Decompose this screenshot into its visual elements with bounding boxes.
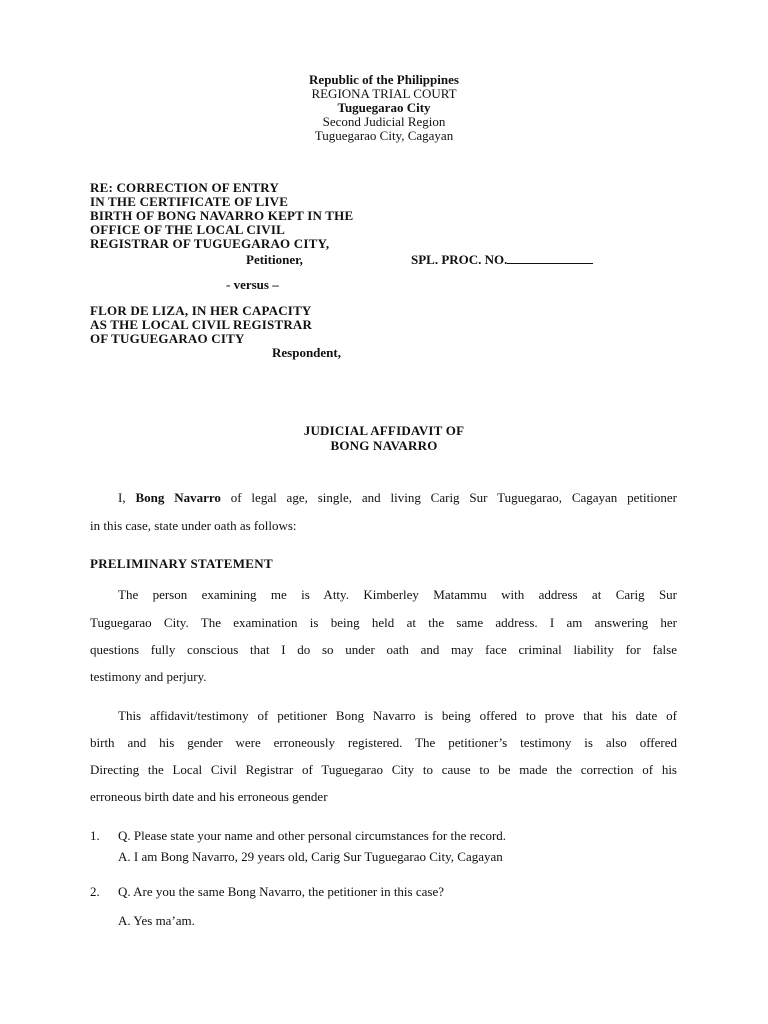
court-location: Tuguegarao City, Cagayan (314, 128, 454, 143)
answer: A. I am Bong Navarro, 29 years old, Carig Sur Tuguegarao City, Cagayan (118, 849, 503, 864)
paragraph-line: birth and his gender were erroneously registered. The petitioner’s testimony is also offered (90, 735, 677, 750)
republic-line: Republic of the Philippines (309, 72, 459, 87)
judicial-region: Second Judicial Region (322, 114, 446, 129)
caption-line: AS THE LOCAL CIVIL REGISTRAR (90, 317, 313, 332)
paragraph-line: This affidavit/testimony of petitioner Bong Navarro is being offered to prove that his date of (118, 708, 677, 723)
versus-label: - versus – (226, 277, 279, 292)
case-number-blank (507, 252, 593, 264)
paragraph-line: erroneous birth date and his erroneous gender (90, 789, 328, 804)
case-number (411, 252, 593, 268)
caption-line: FLOR DE LIZA, IN HER CAPACITY (90, 303, 312, 318)
case-number-label: SPL. PROC. NO. (411, 252, 508, 267)
intro-line: in this case, state under oath as follows: (90, 518, 297, 533)
intro-line: I, Bong Navarro of legal age, single, and living Carig Sur Tuguegarao, Cagayan petitioner (118, 490, 677, 505)
paragraph-line: testimony and perjury. (90, 669, 207, 684)
title-line: BONG NAVARRO (330, 438, 438, 453)
caption-line: REGISTRAR OF TUGUEGARAO CITY, (90, 236, 330, 251)
document-title (0, 424, 768, 453)
paragraph-line: questions fully conscious that I do so under oath and may face criminal liability for false (90, 642, 677, 657)
paragraph-line: Directing the Local Civil Registrar of Tuguegarao City to cause to be made the correction of his (90, 762, 677, 777)
petition-caption (90, 181, 353, 251)
qa-number: 1. (90, 828, 100, 843)
title-line: JUDICIAL AFFIDAVIT OF (303, 423, 465, 438)
court-city: Tuguegarao City (337, 100, 431, 115)
question: Q. Please state your name and other personal circumstances for the record. (118, 828, 507, 843)
caption-line: OF TUGUEGARAO CITY (90, 331, 245, 346)
court-name: REGIONA TRIAL COURT (311, 86, 457, 101)
respondent-caption (90, 304, 312, 346)
petitioner-label: Petitioner, (246, 252, 303, 267)
caption-line: BIRTH OF BONG NAVARRO KEPT IN THE (90, 208, 354, 223)
caption-line: RE: CORRECTION OF ENTRY (90, 180, 279, 195)
caption-line: OFFICE OF THE LOCAL CIVIL (90, 222, 285, 237)
qa-number: 2. (90, 884, 100, 899)
question: Q. Are you the same Bong Navarro, the petitioner in this case? (118, 884, 444, 899)
section-heading: PRELIMINARY STATEMENT (90, 556, 273, 571)
court-header (0, 73, 768, 143)
affiant-name: Bong Navarro (135, 490, 221, 505)
answer: A. Yes ma’am. (118, 913, 195, 928)
paragraph-line: Tuguegarao City. The examination is being held at the same address. I am answering her (90, 615, 677, 630)
respondent-label: Respondent, (272, 345, 341, 360)
caption-line: IN THE CERTIFICATE OF LIVE (90, 194, 289, 209)
paragraph-line: The person examining me is Atty. Kimberley Matammu with address at Carig Sur (118, 587, 677, 602)
